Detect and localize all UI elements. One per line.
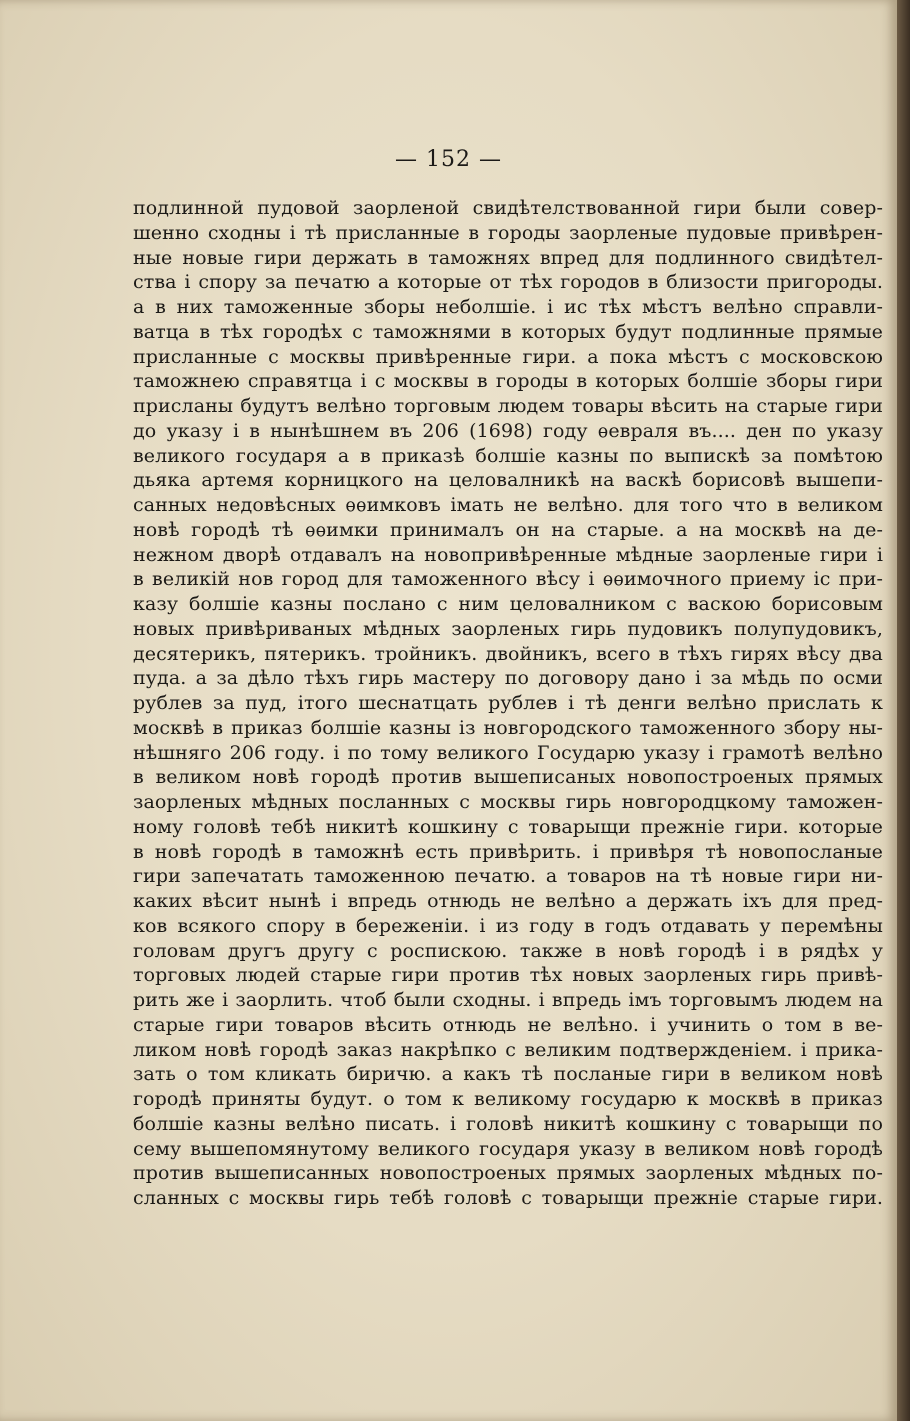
- text-line: ные новые гири держать в таможнях впред для подлинного свидѣтел-: [133, 246, 883, 269]
- text-line: гири запечатать таможенною печатю. а товаров на тѣ новые гири ни-: [133, 865, 883, 888]
- text-line: заорленых мѣдных посланных с москвы гирь новгородцкому таможен-: [133, 791, 883, 813]
- text-line: болшіе казны велѣно писать. і головѣ никитѣ кошкину с товарыщи по: [133, 1112, 883, 1135]
- text-line: санных недовѣсных ѳѳимковъ імать не велѣно. для того что в великом: [133, 494, 883, 516]
- text-line: ства і спору за печатю а которые от тѣх городов в близости пригороды.: [133, 271, 883, 294]
- text-line: таможнею справятца і с москвы в городы в которых болшіе зборы гири: [133, 370, 883, 393]
- text-line: зать о том кликать биричю. а какъ тѣ посланые гири в великом новѣ: [133, 1063, 883, 1086]
- text-line: в великій нов город для таможенного вѣсу і ѳѳимочного приему іс при-: [133, 568, 883, 591]
- text-line: шенно сходны і тѣ присланные в городы заорленые пудовые привѣрен-: [133, 221, 883, 244]
- text-line: ликом новѣ городѣ заказ накрѣпко с великим подтвержденіем. і прика-: [133, 1038, 883, 1061]
- text-line: новых привѣриваных мѣдных заорленых гирь пудовикъ полупудовикъ,: [133, 617, 883, 640]
- text-line: городѣ приняты будут. о том к великому государю к москвѣ в приказ: [133, 1088, 883, 1110]
- text-line: рублев за пуд, ітого шеснатцать рублев і тѣ денги велѣно прислать к: [133, 692, 883, 714]
- page-edge-shadow: [897, 0, 910, 1421]
- text-line: дьяка артемя корницкого на целовалникѣ на васкѣ борисовѣ вышепи-: [133, 469, 883, 492]
- text-line: казу болшіе казны послано с ним целовалником с васкою борисовым: [133, 593, 883, 615]
- text-line: а в них таможенные зборы неболшіе. і ис тѣх мѣстъ велѣно справли-: [133, 296, 883, 318]
- text-line: головам другъ другу с роспискою. также в новѣ городѣ і в рядѣх у: [133, 939, 883, 962]
- text-line: нѣшняго 206 году. і по тому великого Государю указу і грамотѣ велѣно: [133, 741, 883, 764]
- body-text: [133, 196, 883, 1211]
- text-line: против вышеписанных новопостроеных прямых заорленых мѣдных по-: [133, 1162, 883, 1185]
- text-line: присланы будутъ велѣно торговым людем товары вѣсить на старые гири: [133, 395, 883, 417]
- text-line: торговых людей старые гири против тѣх новых заорленых гирь привѣ-: [133, 964, 883, 987]
- text-line: в великом новѣ городѣ против вышеписаных новопостроеных прямых: [133, 766, 883, 789]
- text-line: сему вышепомянутому великого государя указу в великом новѣ городѣ: [133, 1137, 883, 1160]
- text-line: ватца в тѣх городѣх с таможнями в которых будут подлинные прямые: [133, 320, 883, 343]
- text-line: рить же і заорлить. чтоб были сходны. і впредь імъ торговымъ людем на: [133, 989, 883, 1011]
- text-line: сланных с москвы гирь тебѣ головѣ с товарыщи прежніе старые гири.: [133, 1187, 883, 1209]
- text-line: присланные с москвы привѣренные гири. а пока мѣстъ с московскою: [133, 345, 883, 368]
- text-line: старые гири товаров вѣсить отнюдь не велѣно. і учинить о том в ве-: [133, 1013, 883, 1036]
- text-line: москвѣ в приказ болшіе казны із новгородского таможенного збору ны-: [133, 716, 883, 739]
- text-line: в новѣ городѣ в таможнѣ есть привѣрить. і привѣря тѣ новопосланые: [133, 840, 883, 863]
- text-line: десятерикъ, пятерикъ. тройникъ. двойникъ, всего в тѣхъ гирях вѣсу два: [133, 642, 883, 665]
- text-line: подлинной пудовой заорленой свидѣтелствованной гири были совер-: [133, 197, 883, 219]
- text-line: новѣ городѣ тѣ ѳѳимки принималъ он на старые. а на москвѣ на де-: [133, 518, 883, 541]
- text-line: ков всякого спору в береженіи. і из году в годъ отдавать у перемѣны: [133, 914, 883, 937]
- text-line: нежном дворѣ отдавалъ на новопривѣренные мѣдные заорленые гири і: [133, 543, 883, 566]
- text-line: ному головѣ тебѣ никитѣ кошкину с товарыщи прежніе гири. которые: [133, 815, 883, 838]
- text-line: каких вѣсит нынѣ і впредь отнюдь не велѣно а держать іхъ для пред-: [133, 890, 883, 912]
- text-line: великого государя а в приказѣ болшіе казны по выпискѣ за помѣтою: [133, 444, 883, 467]
- text-line: пуда. а за дѣло тѣхъ гирь мастеру по договору дано і за мѣдь по осми: [133, 667, 883, 690]
- text-line: до указу і в нынѣшнем въ 206 (1698) году ѳевраля въ.... ден по указу: [133, 419, 883, 442]
- page-number: — 152 —: [395, 147, 502, 172]
